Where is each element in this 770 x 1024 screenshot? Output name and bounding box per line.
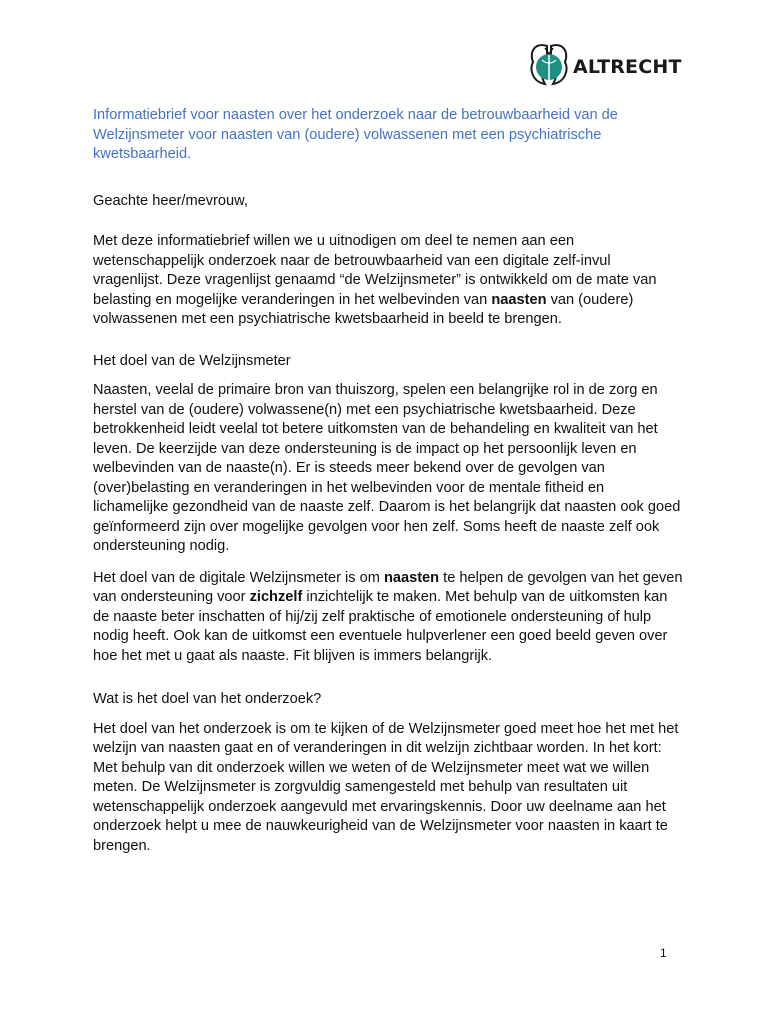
section1-paragraph-2: Het doel van de digitale Welzijnsmeter is om naasten te helpen de gevolgen van het geven van ondersteuning voor zichzelf inzichtelijk te maken. Met behulp van de uitkomsten kan de naaste beter inschatten of hij/zij zelf praktische of emotionele ondersteuning of hulp nodig heeft. Ook kan de uitkomst een eventuele hulpverlener een goed beeld geven over hoe het met u gaat als naaste. Fit blijven is immers belangrijk. [93, 569, 683, 664]
logo-text: ALTRECHT [573, 56, 682, 78]
section1-paragraph-1: Naasten, veelal de primaire bron van thuiszorg, spelen een belangrijke rol in de zorg en herstel van de (oudere) volwassene(n) met een psychiatrische kwetsbaarheid. Deze betrokkenheid leidt veelal tot betere uitkomsten van de behandeling en kwaliteit van het leven. De keerzijde van deze ondersteuning is de impact op het persoonlijk leven en welbevinden van de naaste(n). Er is steeds meer bekend over de gevolgen van (over)belasting en veranderingen in het welbevinden voor de mentale fitheid en lichamelijke gezondheid van de naaste zelf. Daarom is het belangrijk dat naasten ook goed geïnformeerd zijn over mogelijke gevolgen voor hen zelf. Soms heeft de naaste zelf ook ondersteuning nodig. [93, 382, 681, 554]
intro-paragraph: Met deze informatiebrief willen we u uitnodigen om deel te nemen aan een wetenschappelijk onderzoek naar de betrouwbaarheid van een digitale zelf-invul vragenlijst. Deze vragenlijst genaamd “de Welzijnsmeter” is ontwikkeld om de mate van belasting en mogelijke veranderingen in het welbevinden van naasten van (oudere) volwassenen met een psychiatrische kwetsbaarheid in beeld te brengen. [93, 233, 657, 327]
intro-title: Informatiebrief voor naasten over het onderzoek naar de betrouwbaarheid van de Welzijnsmeter voor naasten van (oudere) volwassenen met een psychiatrische kwetsbaarheid. [93, 107, 618, 162]
bold-naasten: naasten [491, 291, 547, 308]
letter-body [93, 106, 683, 878]
butterfly-logo-icon [527, 42, 573, 90]
section-heading-doel-welzijnsmeter: Het doel van de Welzijnsmeter [93, 352, 291, 369]
altrecht-logo [527, 42, 687, 90]
salutation: Geachte heer/mevrouw, [93, 192, 248, 209]
page-number: 1 [660, 946, 667, 960]
section-heading-doel-onderzoek: Wat is het doel van het onderzoek? [93, 691, 322, 707]
section2-paragraph-1: Het doel van het onderzoek is om te kijken of de Welzijnsmeter goed meet hoe het met het welzijn van naasten gaat en of veranderingen in dit welzijn zichtbaar worden. In het kort: Met behulp van dit onderzoek willen we weten of de Welzijnsmeter meet wat we willen meten. De Welzijnsmeter is zorgvuldig samengesteld met behulp van resultaten uit wetenschappelijk onderzoek aangevuld met ervaringskennis. Door uw deelname aan het onderzoek helpt u mee de nauwkeurigheid van de Welzijnsmeter voor naasten in kaart te brengen. [93, 720, 679, 854]
